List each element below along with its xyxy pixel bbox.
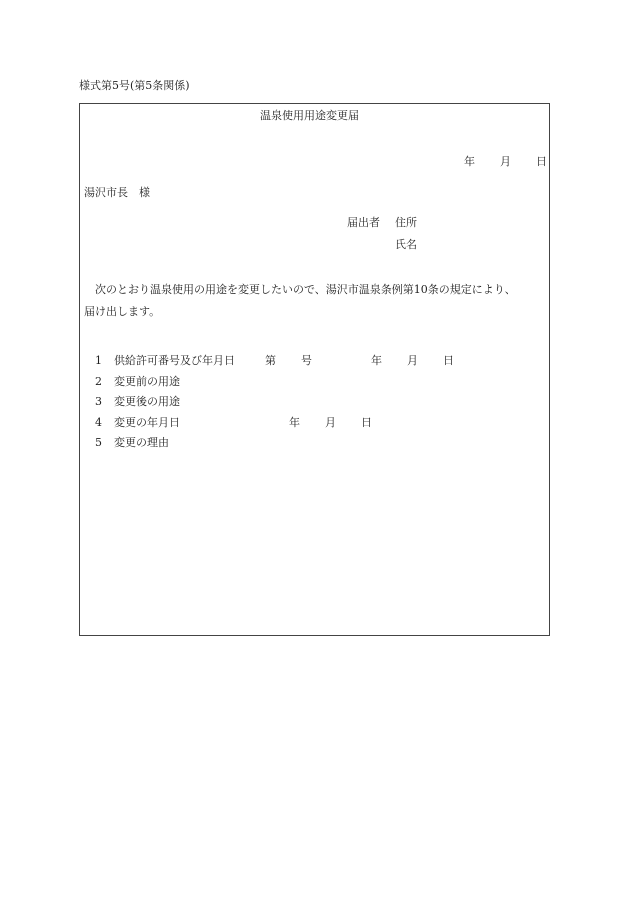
permit-month-label: 月 — [407, 354, 418, 367]
item-label: 供給許可番号及び年月日 — [114, 354, 235, 367]
date-day-label: 日 — [536, 155, 547, 168]
permit-day-label: 日 — [443, 354, 454, 367]
form-title: 温泉使用用途変更届 — [260, 109, 359, 122]
form-box — [79, 103, 550, 636]
item-label: 変更の年月日 — [114, 416, 180, 429]
applicant-label: 届出者 — [347, 216, 380, 229]
item-label: 変更前の用途 — [114, 375, 180, 388]
applicant-name-label: 氏名 — [395, 238, 417, 251]
item-number: 1 — [95, 354, 102, 367]
date-month-label: 月 — [500, 155, 511, 168]
addressee: 湯沢市長 様 — [84, 186, 150, 199]
change-day-label: 日 — [361, 416, 372, 429]
body-text-line-1: 次のとおり温泉使用の用途を変更したいので、湯沢市温泉条例第10条の規定により、 — [95, 283, 516, 296]
item-number: 4 — [95, 416, 102, 429]
permit-go-label: 号 — [301, 354, 312, 367]
date-year-label: 年 — [464, 155, 475, 168]
item-number: 5 — [95, 436, 102, 449]
change-month-label: 月 — [325, 416, 336, 429]
body-text-line-2: 届け出します。 — [84, 305, 161, 318]
item-number: 3 — [95, 395, 102, 408]
permit-year-label: 年 — [371, 354, 382, 367]
form-number: 様式第5号(第5条関係) — [79, 79, 190, 92]
item-number: 2 — [95, 375, 102, 388]
applicant-address-label: 住所 — [395, 216, 417, 229]
permit-dai-label: 第 — [265, 354, 276, 367]
item-label: 変更の理由 — [114, 436, 169, 449]
item-label: 変更後の用途 — [114, 395, 180, 408]
change-year-label: 年 — [289, 416, 300, 429]
